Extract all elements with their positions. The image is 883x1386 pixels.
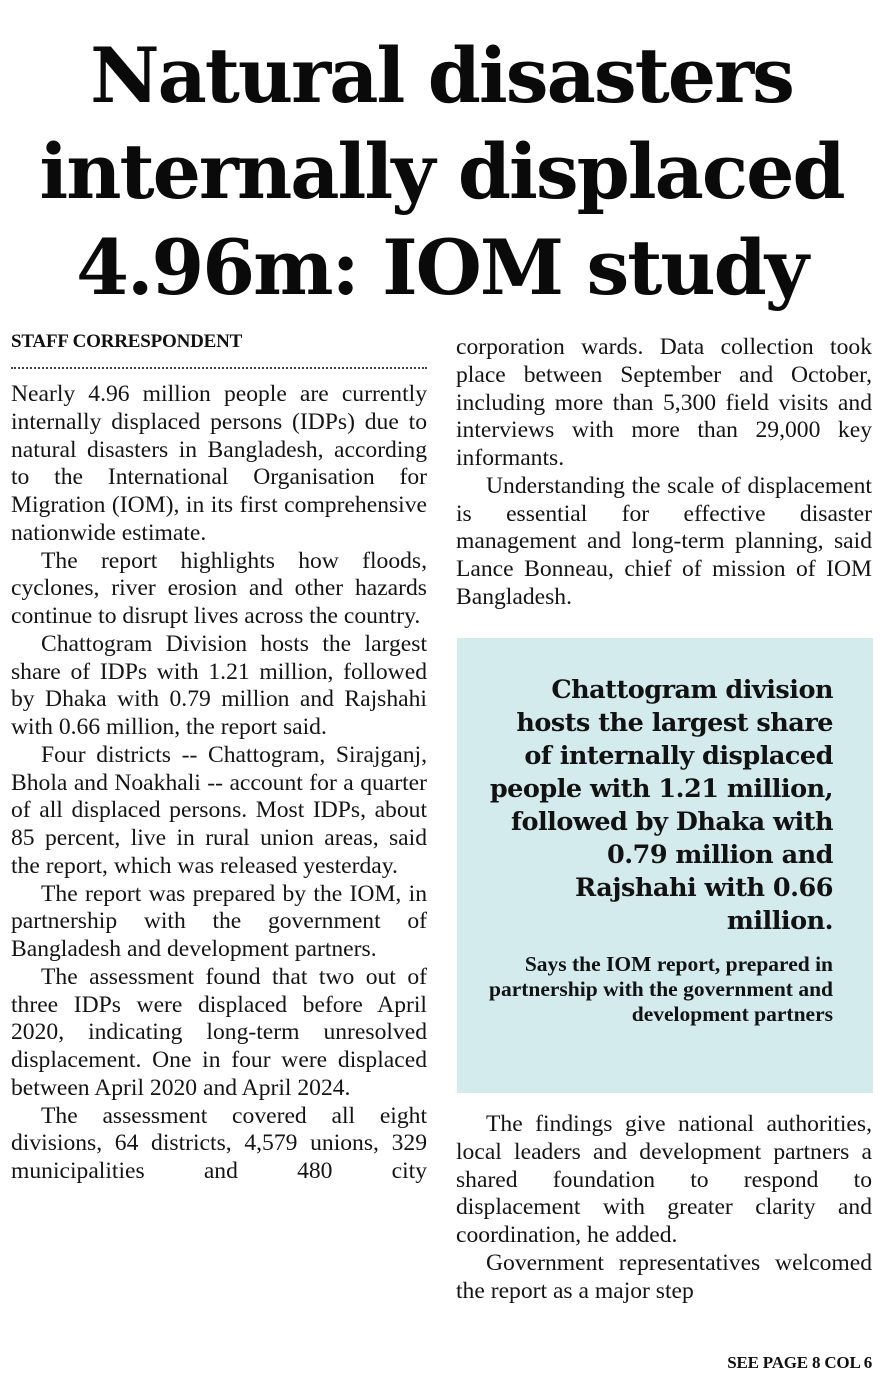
paragraph-government: Government representatives welcomed the report as a major step — [456, 1249, 872, 1304]
paragraph-partnership: The report was prepared by the IOM, in partnership with the government of Bangladesh and development partners. — [11, 880, 427, 962]
paragraph-intro: Nearly 4.96 million people are currently internally displaced persons (IDPs) due to natural disasters in Bangladesh, according to the International Organisation for Migration (IOM), in its first comprehensive nationwide estimate. — [11, 381, 427, 546]
byline: STAFF CORRESPONDENT — [11, 331, 427, 369]
headline-line-3: 4.96m: IOM study — [76, 223, 807, 312]
paragraph-scale: Understanding the scale of displacement is essential for effective disaster management and long-term planning, said Lance Bonneau, chief of mission of IOM Bangladesh. — [456, 472, 872, 610]
pull-quote-attribution: Says the IOM report, prepared in partnership with the government and development partners — [488, 952, 833, 1026]
headline — [0, 28, 883, 316]
paragraph-assessment: The assessment found that two out of three IDPs were displaced before April 2020, indicating long-term unresolved displacement. One in four were displaced between April 2020 and April 2024. — [11, 963, 427, 1101]
article-column-right-bottom — [456, 1111, 872, 1305]
paragraph-coverage-continued: corporation wards. Data collection took place between September and October, including more than 5,300 field visits and interviews with more than 29,000 key informants. — [456, 334, 872, 471]
article-column-right-top — [456, 334, 872, 612]
paragraph-coverage: The assessment covered all eight divisions, 64 districts, 4,579 unions, 329 municipalities and 480 city — [11, 1102, 427, 1184]
headline-line-1: Natural disasters — [90, 31, 793, 120]
paragraph-findings: The findings give national authorities, local leaders and development partners a shared foundation to respond to displacement with greater clarity and coordination, he added. — [456, 1111, 872, 1248]
headline-line-2: internally displaced — [39, 127, 844, 216]
paragraph-hazards: The report highlights how floods, cyclones, river erosion and other hazards continue to disrupt lives across the country. — [11, 547, 427, 629]
pull-quote-box — [457, 638, 873, 1093]
article-column-left — [11, 381, 427, 1186]
paragraph-divisions: Chattogram Division hosts the largest share of IDPs with 1.21 million, followed by Dhaka with 0.79 million and Rajshahi with 0.66 million, the report said. — [11, 630, 427, 740]
pull-quote-text: Chattogram division hosts the largest share of internally displaced people with 1.21 million, followed by Dhaka with 0.79 million and Rajshahi with 0.66 million. — [489, 675, 833, 936]
jump-line: SEE PAGE 8 COL 6 — [727, 1353, 872, 1372]
paragraph-districts: Four districts -- Chattogram, Sirajganj, Bhola and Noakhali -- account for a quarter of all displaced persons. Most IDPs, about 85 percent, live in rural union areas, said the report, which was released yesterday. — [11, 741, 427, 879]
